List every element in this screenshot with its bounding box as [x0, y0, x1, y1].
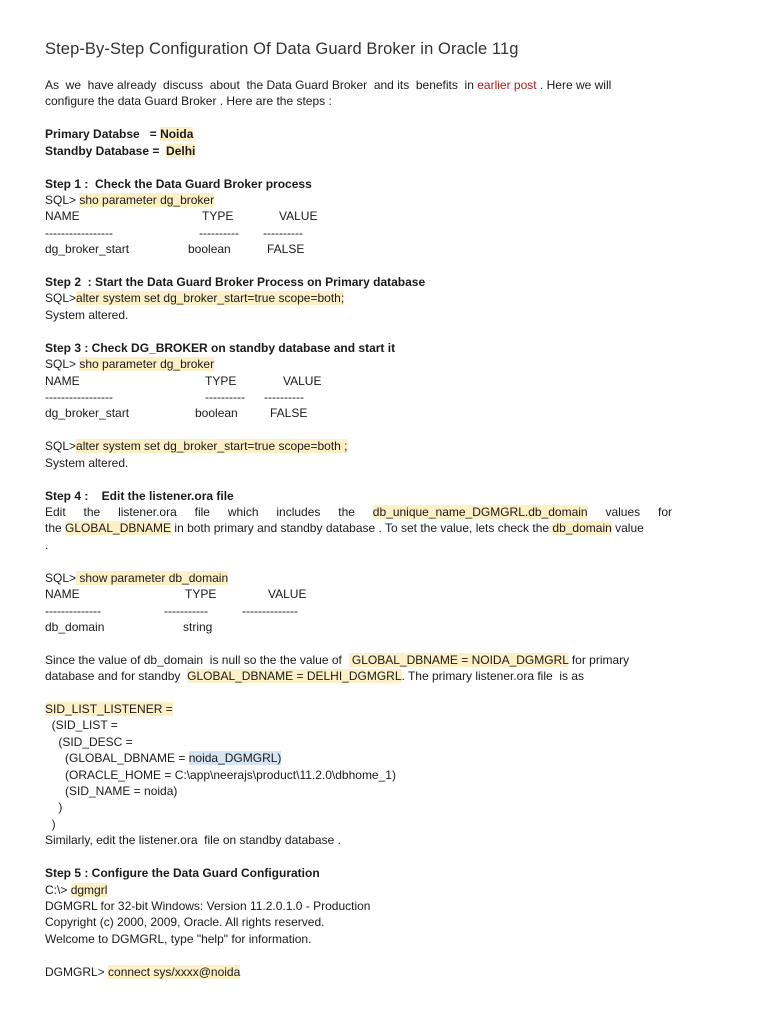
step4-dash-type: -----------: [164, 604, 208, 618]
step4-command: SQL> show parameter db_domain: [45, 571, 229, 585]
step1-col-type: TYPE: [202, 209, 234, 223]
step1-row-type: boolean: [188, 242, 231, 256]
step4-col-type: TYPE: [185, 587, 217, 601]
listener-line-5: (ORACLE_HOME = C:\app\neerajs\product\11.2.0\dbhome_1): [45, 768, 396, 782]
step4-row-name: db_domain: [45, 620, 105, 634]
step4-para-line-2: the GLOBAL_DBNAME in both primary and standby database . To set the value, lets check the db_domain value: [45, 521, 644, 535]
step3-dash-type: ----------: [205, 390, 245, 404]
listener-line-8: ): [45, 817, 56, 831]
step4-para-line-1: Edit the listener.ora file which includes the db_unique_name_DGMGRL.db_domain values for: [45, 505, 673, 519]
step4-col-name: NAME: [45, 587, 80, 601]
step4-heading: Step 4 : Edit the listener.ora file: [45, 489, 234, 503]
standby-value: Delhi: [166, 144, 196, 158]
step1-col-name: NAME: [45, 209, 80, 223]
step2-command: SQL>alter system set dg_broker_start=true scope=both;: [45, 291, 345, 305]
step3-heading: Step 3 : Check DG_BROKER on standby database and start it: [45, 341, 396, 355]
listener-line-7: ): [45, 800, 63, 814]
step3-row-type: boolean: [195, 406, 238, 420]
step2-result: System altered.: [45, 308, 129, 322]
earlier-post-link[interactable]: earlier post: [477, 78, 537, 92]
step5-command-2: DGMGRL> connect sys/xxxx@noida: [45, 965, 241, 979]
step5-output-1: DGMGRL for 32-bit Windows: Version 11.2.0.1.0 - Production: [45, 899, 371, 913]
step4-col-value: VALUE: [268, 587, 307, 601]
intro-line-2: configure the data Guard Broker . Here are the steps :: [45, 94, 332, 108]
step3-col-value: VALUE: [283, 374, 322, 388]
listener-line-2: (SID_LIST =: [45, 718, 118, 732]
step3-command: SQL> sho parameter dg_broker: [45, 357, 215, 371]
step5-output-2: Copyright (c) 2000, 2009, Oracle. All rights reserved.: [45, 915, 325, 929]
step3-col-name: NAME: [45, 374, 80, 388]
step4-row-type: string: [183, 620, 213, 634]
step3-row-name: dg_broker_start: [45, 406, 130, 420]
step4-para-line-3: .: [45, 538, 49, 552]
step3-result: System altered.: [45, 456, 129, 470]
step1-heading: Step 1 : Check the Data Guard Broker process: [45, 177, 312, 191]
step4-since-line-1: Since the value of db_domain is null so the the value of GLOBAL_DBNAME = NOIDA_DGMGRL for primary: [45, 653, 630, 667]
step1-dash-type: ----------: [199, 226, 239, 240]
listener-line-1: SID_LIST_LISTENER =: [45, 702, 173, 716]
step3-row-value: FALSE: [270, 406, 308, 420]
step1-dash-name: -----------------: [45, 226, 113, 240]
page-title: Step-By-Step Configuration Of Data Guard Broker in Oracle 11g: [45, 40, 519, 58]
step4-similarly: Similarly, edit the listener.ora file on standby database .: [45, 833, 341, 847]
intro-line-1: As we have already discuss about the Data Guard Broker and its benefits in earlier post . Here we will: [45, 78, 612, 92]
primary-value: Noida: [160, 127, 194, 141]
step5-command: C:\> dgmgrl: [45, 883, 108, 897]
listener-line-3: (SID_DESC =: [45, 735, 133, 749]
step3-col-type: TYPE: [205, 374, 237, 388]
step2-heading: Step 2 : Start the Data Guard Broker Process on Primary database: [45, 275, 426, 289]
step3-command-2: SQL>alter system set dg_broker_start=true scope=both ;: [45, 439, 348, 453]
step5-output-3: Welcome to DGMGRL, type "help" for information.: [45, 932, 312, 946]
step1-row-value: FALSE: [267, 242, 305, 256]
step1-dash-value: ----------: [263, 226, 303, 240]
step1-row-name: dg_broker_start: [45, 242, 130, 256]
standby-database-line: Standby Database = Delhi: [45, 144, 196, 158]
primary-database-line: Primary Databse = Noida: [45, 127, 194, 141]
step4-since-line-2: database and for standby GLOBAL_DBNAME = DELHI_DGMGRL. The primary listener.ora file is as: [45, 669, 585, 683]
listener-line-4: (GLOBAL_DBNAME = noida_DGMGRL): [45, 751, 282, 765]
step3-dash-name: -----------------: [45, 390, 113, 404]
step3-dash-value: ----------: [264, 390, 304, 404]
listener-line-6: (SID_NAME = noida): [45, 784, 178, 798]
step4-dash-name: --------------: [45, 604, 101, 618]
step1-col-value: VALUE: [279, 209, 318, 223]
step5-heading: Step 5 : Configure the Data Guard Configuration: [45, 866, 320, 880]
step4-dash-value: --------------: [242, 604, 298, 618]
step1-command: SQL> sho parameter dg_broker: [45, 193, 215, 207]
